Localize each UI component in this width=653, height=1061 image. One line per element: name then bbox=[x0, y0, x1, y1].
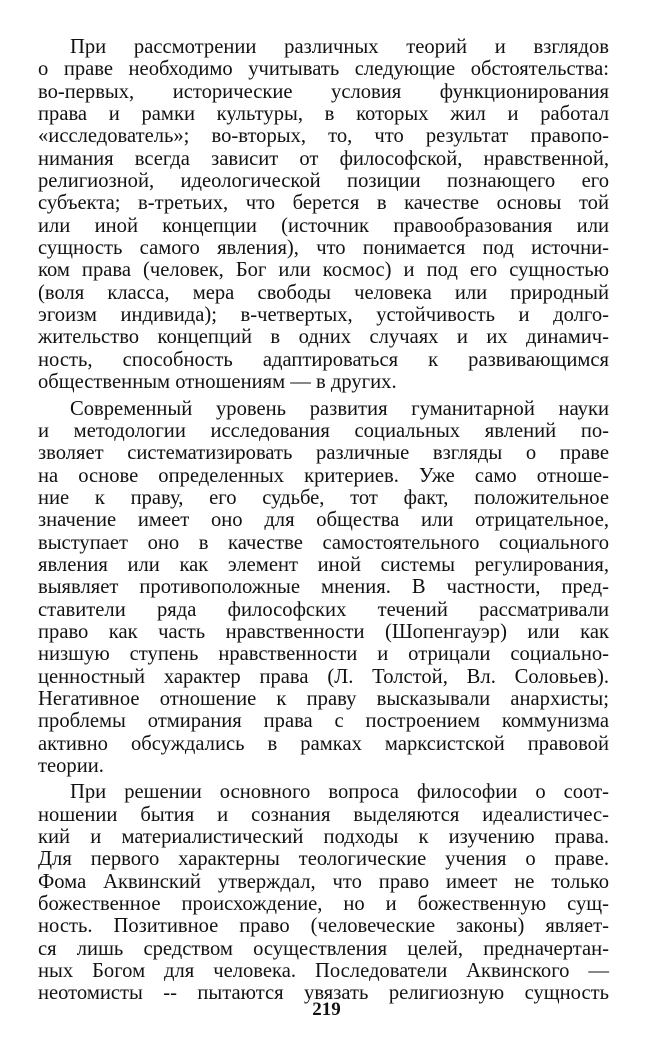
text-line: и методологии исследования социальных явлений по- bbox=[38, 419, 609, 442]
text-line: на основе определенных критериев. Уже само отноше- bbox=[38, 464, 609, 487]
text-line: во-первых, исторические условия функционирования bbox=[38, 80, 609, 103]
text-line: Для первого характерны теологические учения о праве. bbox=[38, 848, 609, 871]
text-line: ся лишь средством осуществления целей, предначертан- bbox=[38, 937, 609, 960]
text-line: «исследователь»; во-вторых, то, что результат правопо- bbox=[38, 125, 609, 148]
text-line: нимания всегда зависит от философской, нравственной, bbox=[38, 147, 609, 170]
text-line: Негативное отношение к праву высказывали анархисты; bbox=[38, 687, 609, 710]
text-line: жительство концепций в одних случаях и их динамич- bbox=[38, 326, 609, 349]
text-line: зволяет систематизировать различные взгляды о праве bbox=[38, 442, 609, 465]
page-body bbox=[38, 36, 609, 1005]
text-line: При решении основного вопроса философии о соот- bbox=[70, 781, 609, 804]
text-line: При рассмотрении различных теорий и взглядов bbox=[70, 36, 609, 58]
text-line: явления или как элемент иной системы регулирования, bbox=[38, 553, 609, 576]
text-line: ние к праву, его судьбе, тот факт, положительное bbox=[38, 486, 609, 509]
text-line: проблемы отмирания права с построением коммунизма bbox=[38, 710, 609, 733]
paragraph-1 bbox=[38, 36, 609, 394]
text-line: ность, способность адаптироваться к развивающимся bbox=[38, 348, 609, 371]
text-line: Современный уровень развития гуманитарной науки bbox=[70, 397, 609, 420]
text-line: значение имеет оно для общества или отрицательное, bbox=[38, 509, 609, 532]
text-line: ком права (человек, Бог или космос) и под его сущностью bbox=[38, 259, 609, 282]
text-line: ных Богом для человека. Последователи Аквинского — bbox=[38, 960, 609, 983]
paragraph-2 bbox=[38, 398, 609, 778]
text-line: божественное происхождение, но и божественную сущ- bbox=[38, 893, 609, 916]
page-number: 219 bbox=[312, 999, 341, 1020]
text-line: ность. Позитивное право (человеческие законы) являет- bbox=[38, 915, 609, 938]
text-line: религиозной, идеологической позиции познающего его bbox=[38, 170, 609, 193]
text-line: ношении бытия и сознания выделяются идеалистичес- bbox=[38, 803, 609, 826]
text-line: субъекта; в-третьих, что берется в качестве основы той bbox=[38, 192, 609, 215]
text-line: теории. bbox=[38, 755, 104, 777]
text-line: или иной концепции (источник правообразования или bbox=[38, 214, 609, 237]
text-line: активно обсуждались в рамках марксистской правовой bbox=[38, 732, 609, 755]
text-line: права и рамки культуры, в которых жил и работал bbox=[38, 103, 609, 126]
text-line: о праве необходимо учитывать следующие обстоятельства: bbox=[38, 58, 609, 81]
text-line: выступает оно в качестве самостоятельного социального bbox=[38, 531, 609, 554]
text-line: эгоизм индивида); в-четвертых, устойчивость и долго- bbox=[38, 304, 609, 327]
text-line: сущность самого явления), что понимается под источни- bbox=[38, 237, 609, 260]
text-line: кий и материалистический подходы к изучению права. bbox=[38, 826, 609, 849]
text-line: выявляет противоположные мнения. В частности, пред- bbox=[38, 576, 609, 599]
text-line: (воля класса, мера свободы человека или природный bbox=[38, 281, 609, 304]
text-line: право как часть нравственности (Шопенгауэр) или как bbox=[38, 620, 609, 643]
text-line: неотомисты -- пытаются увязать религиозную сущность bbox=[38, 982, 609, 1005]
paragraph-3 bbox=[38, 781, 609, 1004]
text-line: ставители ряда философских течений рассматривали bbox=[38, 598, 609, 621]
text-line: Фома Аквинский утверждал, что право имеет не только bbox=[38, 870, 609, 893]
text-line: ценностный характер права (Л. Толстой, Вл. Соловьев). bbox=[38, 665, 609, 688]
text-line: общественным отношениям — в других. bbox=[38, 371, 397, 394]
text-line: низшую ступень нравственности и отрицали социально- bbox=[38, 643, 609, 666]
